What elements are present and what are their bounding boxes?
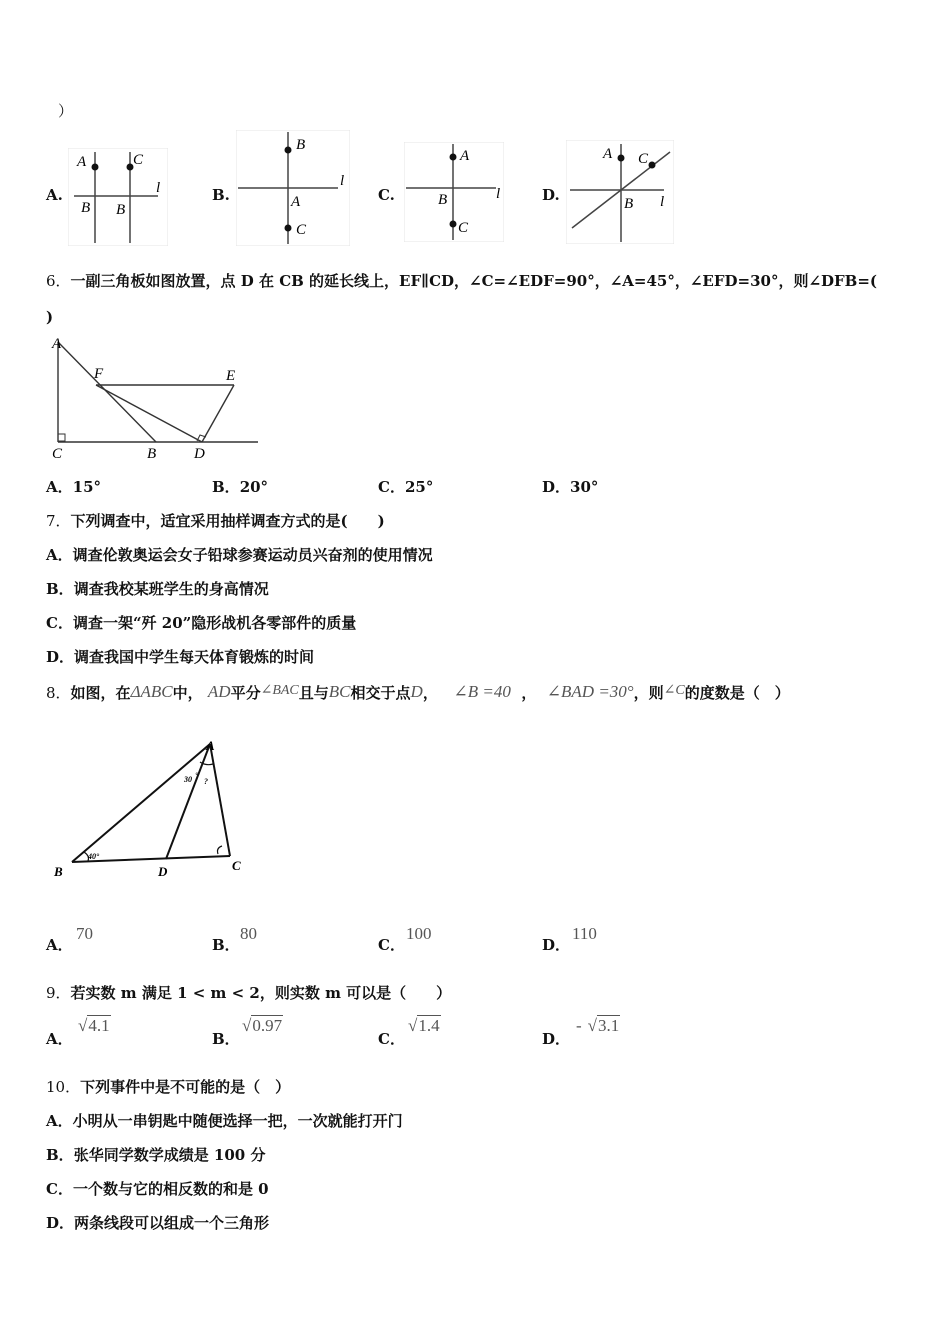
q9-option-b-value: √0.97 [242, 1016, 283, 1035]
q5a-label-b2: B [116, 202, 126, 218]
q5-option-c-label: C. [378, 186, 395, 204]
q6-option-d: D．30° [542, 478, 599, 496]
q9-number: 9． [46, 984, 71, 1002]
q8-label-a: A [206, 738, 215, 753]
q10-option-a: A．小明从一串钥匙中随便选择一把，一次就能打开门 [46, 1112, 403, 1130]
q6-option-c: C．25° [378, 478, 434, 496]
q6-label-b: B [147, 446, 157, 462]
q8-label-b: B [54, 864, 63, 879]
q9-option-d-value: - √3.1 [576, 1016, 620, 1035]
q7-text: 下列调查中，适宜采用抽样调查方式的是( ) [70, 512, 385, 530]
q9-text: 若实数 m 满足 1 < m < 2，则实数 m 可以是（ ） [70, 984, 452, 1002]
q5-option-d-label: D. [542, 186, 560, 204]
q6-label-c: C [52, 446, 63, 462]
q5c-label-l: l [496, 186, 501, 202]
q8-option-b-label: B． [212, 936, 240, 954]
q6-option-b: B．20° [212, 478, 269, 496]
q6-label-d: D [194, 446, 205, 462]
q7-stem [46, 510, 385, 531]
q5b-label-a: A [291, 194, 301, 210]
q7-option-d: D．调查我国中学生每天体育锻炼的时间 [46, 648, 315, 666]
q6-stem [46, 270, 877, 291]
q8-angle-b: 40° [88, 852, 100, 861]
q9-option-c-value: √1.4 [408, 1016, 440, 1035]
q10-stem [46, 1076, 290, 1097]
q5a-label-c: C [133, 152, 144, 168]
q6-label-e: E [226, 368, 236, 384]
q5-option-b-label: B. [212, 186, 230, 204]
q5b-label-b: B [296, 137, 306, 153]
q8-angle-a2: ° [195, 771, 199, 780]
q8-option-a-label: A． [46, 936, 73, 954]
q5-option-a-label: A. [46, 186, 63, 204]
q9-option-a-label: A． [46, 1030, 73, 1048]
q8-label-d: D [158, 864, 168, 879]
q8-option-c-label: C． [378, 936, 405, 954]
q5d-label-b: B [624, 196, 634, 212]
q5-figure-c [404, 142, 504, 242]
q6-text: 一副三角板如图放置，点 D 在 CB 的延长线上，EF∥CD，∠C=∠EDF=90°，∠A=45°，∠EFD=30°，则∠DFB=( [70, 272, 878, 290]
q9-option-b-label: B． [212, 1030, 240, 1048]
q9-option-c-label: C． [378, 1030, 405, 1048]
q10-text: 下列事件中是不可能的是（ ） [80, 1078, 291, 1096]
q5c-label-b: B [438, 192, 448, 208]
q7-option-c: C．调查一架“歼 20”隐形战机各零部件的质量 [46, 614, 357, 632]
q5-tail: ） [58, 102, 74, 120]
q5-figure-b [236, 130, 350, 246]
q7-option-b: B．调查我校某班学生的身高情况 [46, 580, 269, 598]
q5d-label-c: C [638, 151, 649, 167]
q9-stem [46, 982, 451, 1003]
q10-option-b: B．张华同学数学成绩是 100 分 [46, 1146, 266, 1164]
q5a-label-b1: B [81, 200, 91, 216]
q6-option-a: A．15° [46, 478, 102, 496]
q10-number: 10． [46, 1078, 81, 1096]
q5c-label-a: A [460, 148, 470, 164]
q8-angle-a3: ? [204, 777, 208, 786]
q5a-label-l: l [156, 180, 161, 196]
q8-math-triangle: ΔABC [130, 682, 173, 701]
q5d-label-l: l [660, 194, 665, 210]
q8-stem: 8．如图，在ΔABC中， AD平分∠BAC且与BC相交于点D， ∠B =40 ， ∠BAD =30°，则∠C的度数是（ ） [46, 682, 790, 702]
q8-option-a-value: 70 [76, 924, 93, 943]
q6-label-a: A [52, 336, 62, 352]
q5-figure-a [68, 148, 168, 246]
q8-figure [48, 734, 258, 884]
q5b-label-c: C [296, 222, 307, 238]
q8-angle-a1: 30 [184, 775, 192, 784]
q5b-label-l: l [340, 173, 345, 189]
q10-option-d: D．两条线段可以组成一个三角形 [46, 1214, 270, 1232]
q6-tail: ) [46, 308, 54, 326]
q6-figure [46, 334, 262, 464]
q8-option-c-value: 100 [406, 924, 432, 943]
q7-option-a: A．调查伦敦奥运会女子铅球参赛运动员兴奋剂的使用情况 [46, 546, 433, 564]
q8-option-d-value: 110 [572, 924, 597, 943]
q6-label-f: F [94, 366, 104, 382]
q5d-label-a: A [603, 146, 613, 162]
q5a-label-a: A [77, 154, 87, 170]
q9-option-d-label: D． [542, 1030, 571, 1048]
q6-number: 6． [46, 272, 71, 290]
q5c-label-c: C [458, 220, 469, 236]
q8-label-c: C [232, 858, 241, 873]
q7-number: 7． [46, 512, 71, 530]
q10-option-c: C．一个数与它的相反数的和是 0 [46, 1180, 269, 1198]
q5-figure-d [566, 140, 674, 244]
q8-option-b-value: 80 [240, 924, 257, 943]
q8-option-d-label: D． [542, 936, 571, 954]
q9-option-a-value: √4.1 [78, 1016, 110, 1035]
